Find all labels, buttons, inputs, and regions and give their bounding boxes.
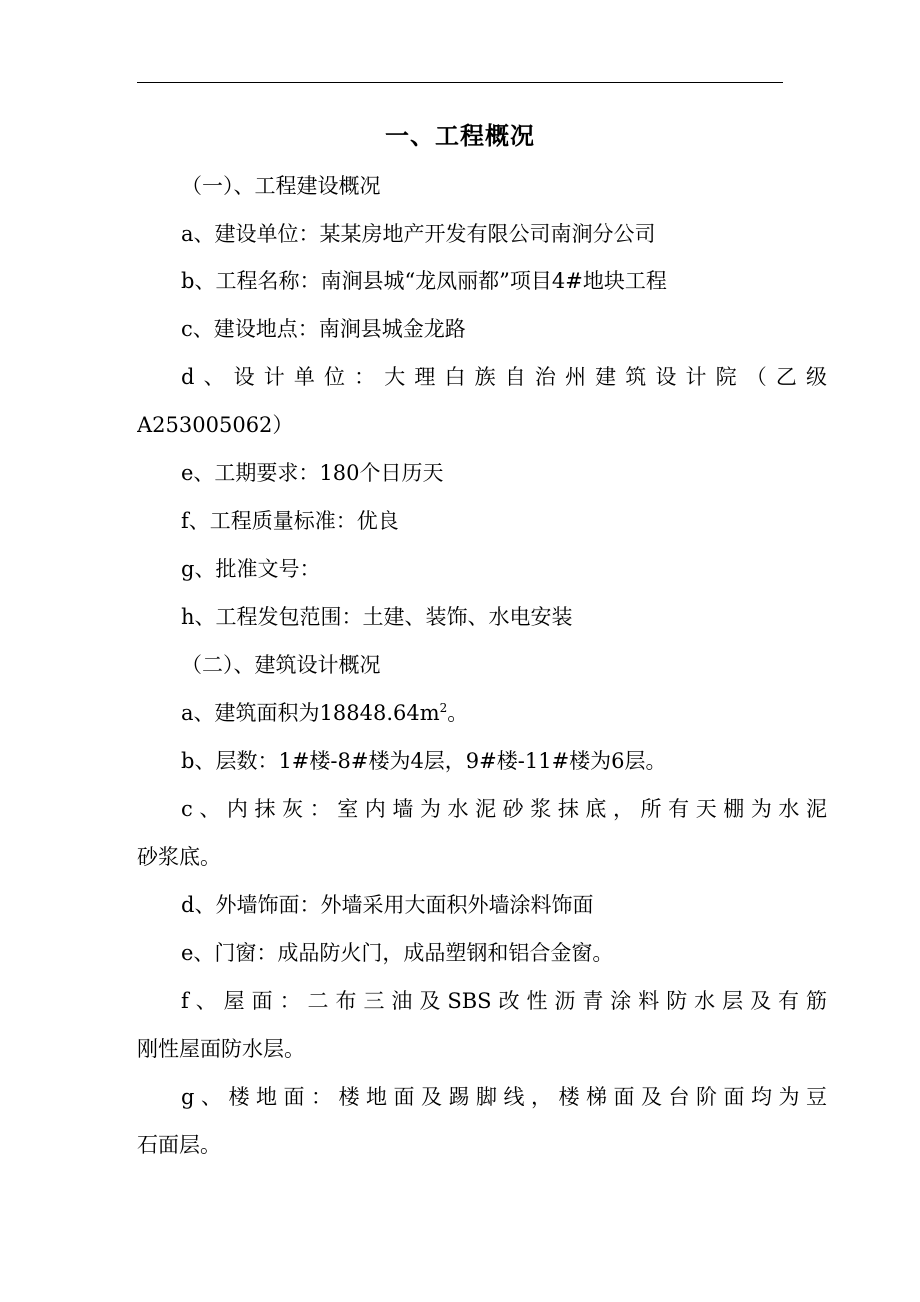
paragraph-h-scope: h、工程发包范围：土建、装饰、水电安装 [181,605,573,629]
area-text: a、建筑面积为18848.64m [181,701,440,725]
section-heading-1-text: （一）、工程建设概况 [181,174,381,198]
paragraph-g-approval: g、批准文号： [181,557,321,581]
paragraph-d-design-unit: d、设计单位：大理白族自治州建筑设计院（乙级 [181,365,827,389]
paragraph-c-continuation: 砂浆底。 [137,845,221,869]
paragraph-f-quality: f、工程质量标准：优良 [181,509,399,533]
paragraph-b-project-name: b、工程名称：南涧县城“龙凤丽都”项目4#地块工程 [181,269,667,293]
paragraph-g-floors: g、楼地面：楼地面及踢脚线，楼梯面及台阶面均为豆 [181,1085,827,1109]
paragraph-d-facade: d、外墙饰面：外墙采用大面积外墙涂料饰面 [181,893,594,917]
paragraph-c-interior-plaster: c、内抹灰：室内墙为水泥砂浆抹底，所有天棚为水泥 [181,797,827,821]
area-tail: 。 [447,701,469,725]
section-heading-2 [137,641,783,689]
paragraph-d-continuation: A253005062） [137,413,294,437]
paragraph-f-roof: f、屋面：二布三油及SBS改性沥青涂料防水层及有筋 [181,989,827,1013]
paragraph-a-developer: a、建设单位：某某房地产开发有限公司南涧分公司 [181,222,656,246]
header-rule [137,82,783,83]
paragraph-e-doors-windows: e、门窗：成品防火门，成品塑钢和铝合金窗。 [181,941,614,965]
section-heading-2-text: （二）、建筑设计概况 [181,653,381,677]
paragraph-a-area [137,689,827,737]
paragraph-b-floors: b、层数：1#楼-8#楼为4层，9#楼-11#楼为6层。 [181,749,667,773]
paragraph-f-continuation: 刚性屋面防水层。 [137,1037,305,1061]
paragraph-g-continuation: 石面层。 [137,1133,221,1157]
paragraph-c-location: c、建设地点：南涧县城金龙路 [181,317,466,341]
paragraph-e-duration: e、工期要求：180个日历天 [181,461,444,485]
page-title: 一、工程概况 [385,122,535,150]
section-heading-1 [137,162,783,210]
area-superscript: 2 [439,701,448,715]
